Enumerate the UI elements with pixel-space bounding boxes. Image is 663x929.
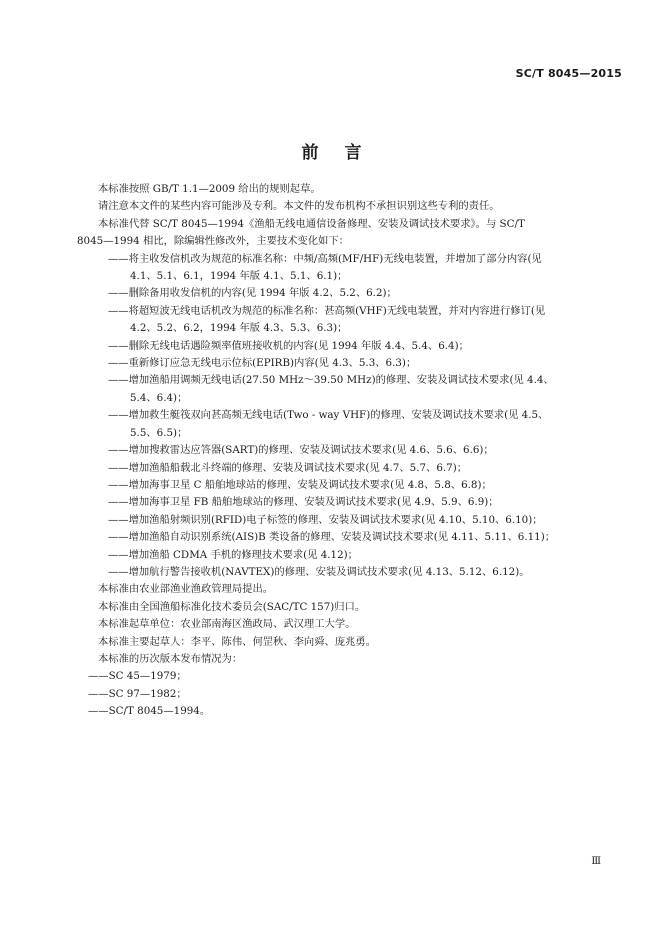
paragraph: 请注意本文件的某些内容可能涉及专利。本文件的发布机构不承担识别这些专利的责任。 [98,200,500,213]
list-item-continuation: 5.5、6.5)； [130,426,188,439]
list-item: ——增加海事卫星 C 船舶地球站的修理、安装及调试技术要求(见 4.8、5.8、6.8)； [108,478,492,491]
changes-list [88,251,628,582]
list-item: ——将超短波无线电话机改为规范的标准名称：甚高频(VHF)无线电装置，并对内容进行修订(见 [108,304,546,317]
paragraph: 本标准按照 GB/T 1.1—2009 给出的规则起草。 [98,183,321,195]
list-item: ——增加渔船自动识别系统(AIS)B 类设备的修理、安装及调试技术要求(见 4.11、5.11、6.11)； [108,531,556,544]
list-item: ——增加渔船用调频无线电话(27.50 MHz～39.50 MHz)的修理、安装及调试技术要求(见 4.4、 [108,374,554,387]
list-item: ——增加搜救雷达应答器(SART)的修理、安装及调试技术要求(见 4.6、5.6、6.6)； [108,444,494,457]
paragraph: 本标准起草单位：农业部南海区渔政局、武汉理工大学。 [98,618,356,631]
list-item: ——增加救生艇筏双向甚高频无线电话(Two - way VHF)的修理、安装及调试技术要求(见 4.5、 [108,409,549,422]
list-item: ——增加海事卫星 FB 船舶地球站的修理、安装及调试技术要求(见 4.9、5.9、6.9)； [108,496,499,509]
list-item: ——SC/T 8045—1994。 [88,705,211,718]
list-item-continuation: 4.2、5.2、6.2，1994 年版 4.3、5.3、6.3)； [130,322,348,335]
list-item: ——增加航行警告接收机(NAVTEX)的修理、安装及调试技术要求(见 4.13、5.12、6.12)。 [108,565,530,578]
list-item: ——增加渔船船载北斗终端的修理、安装及调试技术要求(见 4.7、5.7、6.7)； [108,461,468,474]
paragraph: 本标准由全国渔船标准化技术委员会(SAC/TC 157)归口。 [98,600,366,613]
paragraph: 本标准的历次版本发布情况为： [98,652,243,665]
list-item: ——删除无线电话遇险频率值班接收机的内容(见 1994 年版 4.4、5.4、6.4)； [108,339,469,352]
page-number: Ⅲ [591,856,601,867]
list-item-continuation: 5.4、6.4)； [130,391,188,404]
list-item: ——删除备用收发信机的内容(见 1994 年版 4.2、5.2、6.2)； [108,287,397,300]
standard-number: SC/T 8045—2015 [515,67,622,80]
list-item: ——SC 97—1982； [88,687,187,700]
list-item: ——重新修订应急无线电示位标(EPIRB)内容(见 4.3、5.3、6.3)； [108,357,417,370]
page-title: 前言 [301,143,388,163]
list-item-continuation: 4.1、5.1、6.1，1994 年版 4.1、5.1、6.1)； [130,270,348,283]
paragraph: 本标准由农业部渔业渔政管理局提出。 [98,583,274,596]
list-item: ——将主收发信机改为规范的标准名称：中频/高频(MF/HF)无线电装置，并增加了部分内容(见 [108,252,542,265]
list-item: ——增加渔船射频识别(RFID)电子标签的修理、安装及调试技术要求(见 4.10、5.10、6.10)； [108,513,543,526]
list-item: ——SC 45—1979； [88,670,187,683]
paragraph: 本标准代替 SC/T 8045—1994《渔船无线电通信设备修理、安装及调试技术要求》。与 SC/T [98,217,525,230]
paragraph: 8045—1994 相比，除编辑性修改外，主要技术变化如下： [77,235,349,248]
paragraph: 本标准主要起草人：李平、陈伟、何罡秋、李向舜、庞兆勇。 [98,635,377,648]
list-item: ——增加渔船 CDMA 手机的修理技术要求(见 4.12)； [108,548,358,561]
history-list [88,668,628,720]
document-body [77,181,628,721]
